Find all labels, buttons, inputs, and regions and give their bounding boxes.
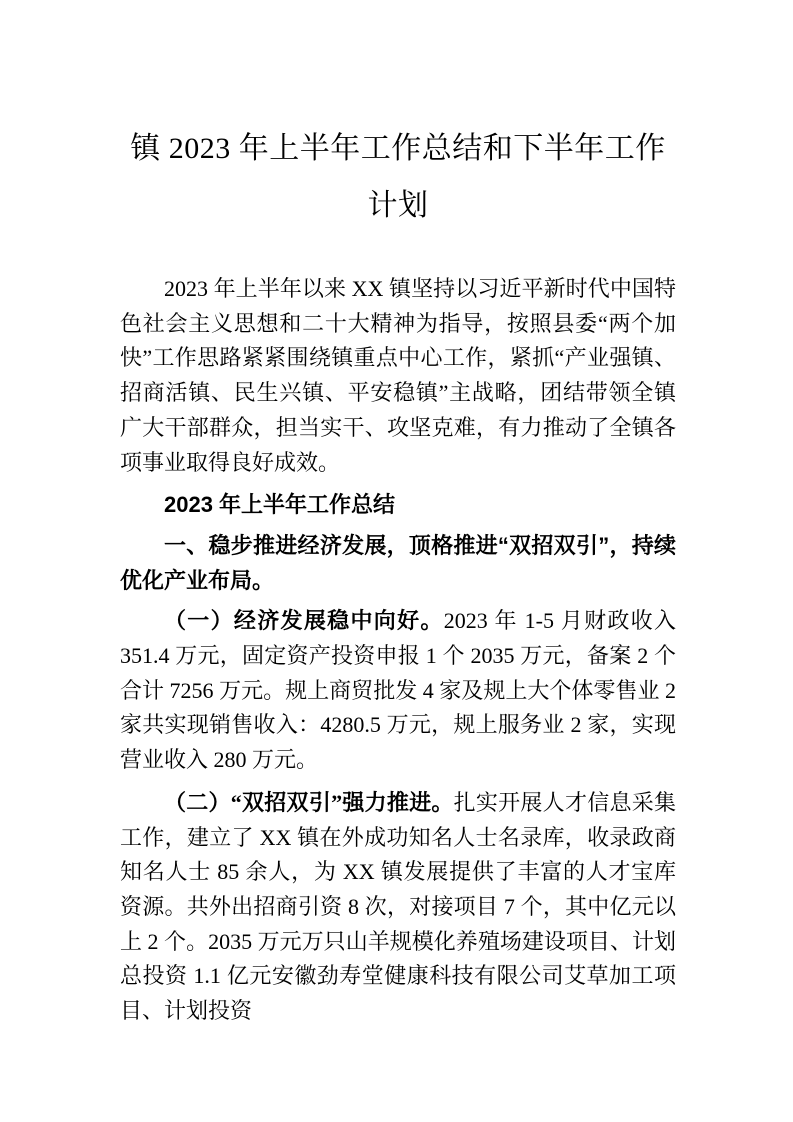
section-heading: 2023 年上半年工作总结: [164, 492, 396, 518]
document-title: 镇 2023 年上半年工作总结和下半年工作计划: [130, 132, 666, 222]
item-2-text: 扎实开展人才信息采集工作，建立了 XX 镇在外成功知名人士名录库，收录政商知名人士 85 余人，为 XX 镇发展提供了丰富的人才宝库资源。共外出招商引资 8 次，对接项目 7 个，其中亿元以上 2 个。2035 万元万只山羊规模化养殖场建设项目、计划总投资 1.1 亿元安徽劲寿堂健康科技有限公司艾草加工项目、计划投资: [120, 789, 676, 1024]
item-1-lead: （一）经济发展稳中向好。: [164, 608, 444, 634]
item-2-paragraph: [120, 786, 676, 1029]
item-1-text: 2023 年 1-5 月财政收入 351.4 万元，固定资产投资申报 1 个 2035 万元，备案 2 个合计 7256 万元。规上商贸批发 4 家及规上大个体零售业 2 家共实现销售收入：4280.5 万元，规上服务业 2 家，实现营业收入 280 万元。: [120, 608, 676, 773]
sub-heading: 一、稳步推进经济发展，顶格推进“双招双引”，持续优化产业布局。: [120, 532, 676, 593]
item-1-paragraph: [120, 604, 676, 778]
intro-paragraph: 2023 年上半年以来 XX 镇坚持以习近平新时代中国特色社会主义思想和二十大精神为指导，按照县委“两个加快”工作思路紧紧围绕镇重点中心工作，紧抓“产业强镇、招商活镇、民生兴镇、平安稳镇”主战略，团结带领全镇广大干部群众，担当实干、攻坚克难，有力推动了全镇各项事业取得良好成效。: [120, 276, 676, 475]
item-2-lead: （二）“双招双引”强力推进。: [164, 789, 454, 815]
